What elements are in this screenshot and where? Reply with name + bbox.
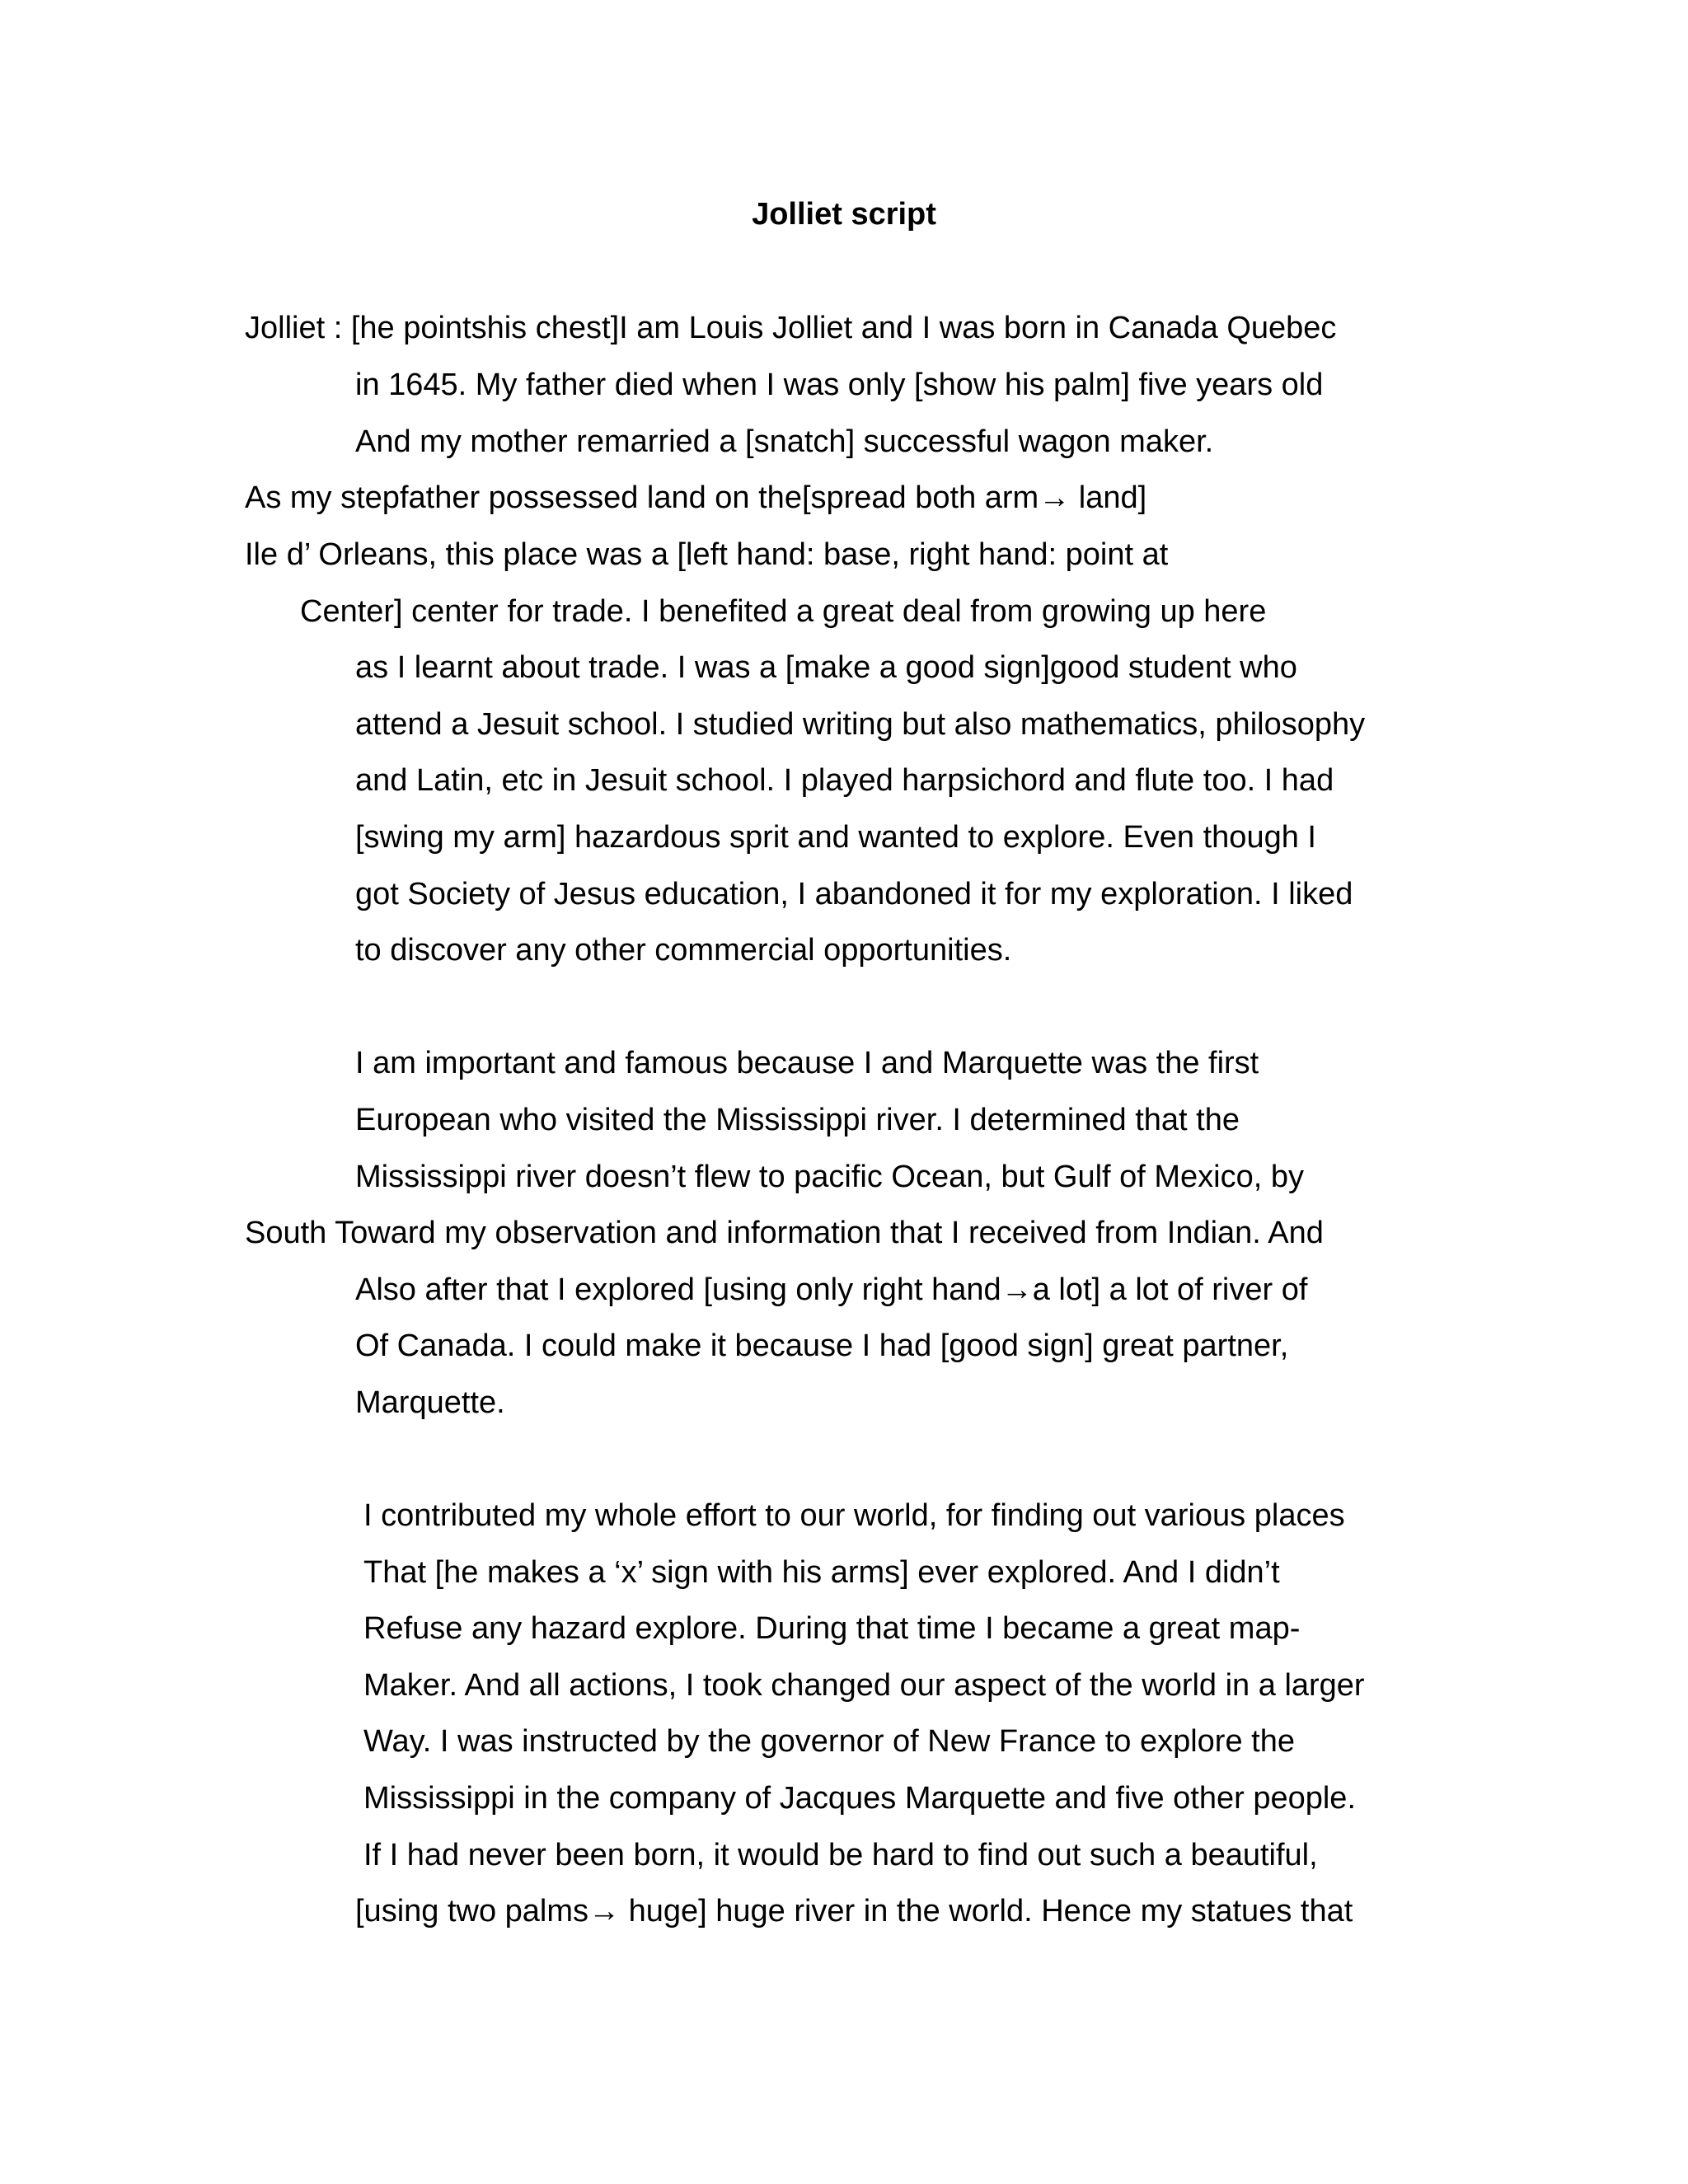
script-line: Ile d’ Orleans, this place was a [left hand: base, right hand: point at bbox=[245, 537, 1169, 572]
script-line: Jolliet : [he pointshis chest]I am Louis Jolliet and I was born in Canada Quebec bbox=[245, 311, 1337, 345]
script-line: Mississippi river doesn’t flew to pacific Ocean, but Gulf of Mexico, by bbox=[355, 1160, 1305, 1194]
script-line: That [he makes a ‘x’ sign with his arms] ever explored. And I didn’t bbox=[363, 1555, 1280, 1590]
script-line: And my mother remarried a [snatch] successful wagon maker. bbox=[355, 424, 1214, 459]
script-line: got Society of Jesus education, I abandoned it for my exploration. I liked bbox=[355, 877, 1353, 912]
script-line: Of Canada. I could make it because I had [good sign] great partner, bbox=[355, 1329, 1289, 1363]
script-line: [swing my arm] hazardous sprit and wanted to explore. Even though I bbox=[355, 820, 1316, 855]
script-line: Maker. And all actions, I took changed our aspect of the world in a larger bbox=[363, 1668, 1365, 1703]
script-line: Also after that I explored [using only right hand→a lot] a lot of river of bbox=[355, 1272, 1308, 1307]
script-line: I contributed my whole effort to our world, for finding out various places bbox=[363, 1498, 1345, 1533]
script-line: as I learnt about trade. I was a [make a good sign]good student who bbox=[355, 650, 1297, 685]
script-line: European who visited the Mississippi river. I determined that the bbox=[355, 1103, 1240, 1137]
script-line: [using two palms→ huge] huge river in the world. Hence my statues that bbox=[355, 1894, 1353, 1929]
script-line: in 1645. My father died when I was only [show his palm] five years old bbox=[355, 368, 1324, 402]
script-line: Refuse any hazard explore. During that time I became a great map- bbox=[363, 1611, 1301, 1646]
script-line: Mississippi in the company of Jacques Marquette and five other people. bbox=[363, 1781, 1356, 1816]
script-line: attend a Jesuit school. I studied writing but also mathematics, philosophy bbox=[355, 707, 1366, 742]
script-line: If I had never been born, it would be hard to find out such a beautiful, bbox=[363, 1838, 1318, 1872]
script-line: Marquette. bbox=[355, 1385, 505, 1420]
script-line: South Toward my observation and information that I received from Indian. And bbox=[245, 1216, 1324, 1250]
script-line: to discover any other commercial opportunities. bbox=[355, 933, 1012, 968]
script-line: and Latin, etc in Jesuit school. I played harpsichord and flute too. I had bbox=[355, 763, 1334, 798]
script-line: Way. I was instructed by the governor of New France to explore the bbox=[363, 1724, 1295, 1759]
document-title: Jolliet script bbox=[752, 197, 936, 232]
script-line: Center] center for trade. I benefited a great deal from growing up here bbox=[300, 594, 1267, 629]
script-line: I am important and famous because I and Marquette was the first bbox=[355, 1046, 1259, 1080]
script-line: As my stepfather possessed land on the[spread both arm→ land] bbox=[245, 480, 1147, 515]
